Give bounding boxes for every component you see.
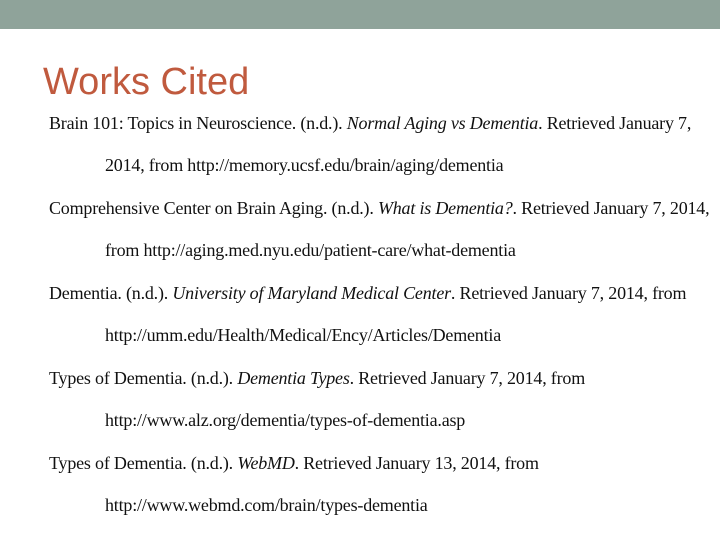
reference-4-lead: Types of Dementia. (n.d.). (49, 368, 233, 388)
reference-3-title: University of Maryland Medical Center (172, 283, 451, 303)
reference-4-line-2: http://www.alz.org/dementia/types-of-dementia.asp (105, 410, 466, 430)
reference-2-line-1 (49, 197, 709, 219)
reference-5-title: WebMD (237, 453, 295, 473)
reference-5-tail: . Retrieved January 13, 2014, from (294, 453, 539, 473)
reference-3-line-1 (49, 282, 686, 304)
reference-4-line-1 (49, 367, 585, 389)
reference-3-lead: Dementia. (n.d.). (49, 283, 169, 303)
reference-1-tail: . Retrieved January 7, (538, 113, 692, 133)
reference-3-tail: . Retrieved January 7, 2014, from (450, 283, 687, 303)
reference-2-title: What is Dementia? (377, 198, 513, 218)
reference-2-tail: . Retrieved January 7, 2014, (512, 198, 710, 218)
reference-1-line-2: 2014, from http://memory.ucsf.edu/brain/aging/dementia (105, 155, 504, 175)
slide-title: Works Cited (43, 61, 250, 103)
reference-1-line-1 (49, 112, 691, 134)
reference-1-title: Normal Aging vs Dementia (346, 113, 539, 133)
reference-2-lead: Comprehensive Center on Brain Aging. (n.d.). (49, 198, 374, 218)
reference-3-line-2: http://umm.edu/Health/Medical/Ency/Articles/Dementia (105, 325, 501, 345)
reference-5-line-2: http://www.webmd.com/brain/types-dementia (105, 495, 428, 515)
top-accent-bar (0, 0, 720, 29)
reference-4-tail: . Retrieved January 7, 2014, from (349, 368, 585, 388)
reference-5-line-1 (49, 452, 539, 474)
reference-5-lead: Types of Dementia. (n.d.). (49, 453, 233, 473)
reference-1-lead: Brain 101: Topics in Neuroscience. (n.d.). (49, 113, 343, 133)
reference-2-line-2: from http://aging.med.nyu.edu/patient-care/what-dementia (105, 240, 516, 260)
reference-4-title: Dementia Types (237, 368, 350, 388)
